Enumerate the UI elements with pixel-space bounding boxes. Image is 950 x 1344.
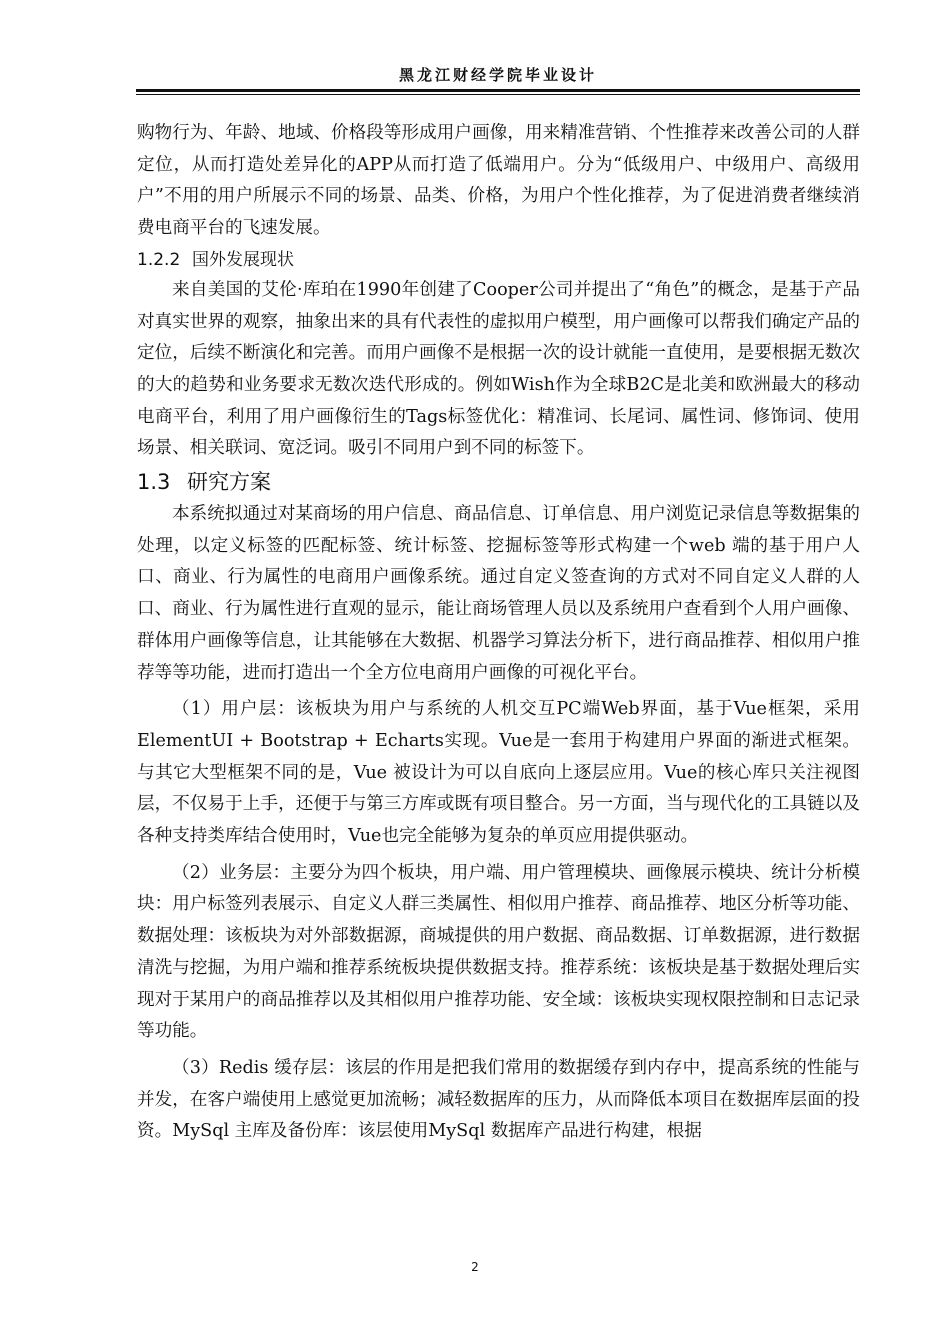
document-body — [137, 118, 860, 1148]
section-number: 1.2.2 — [137, 249, 181, 270]
paragraph-research-plan: 本系统拟通过对某商场的用户信息、商品信息、订单信息、用户浏览记录信息等数据集的处理，以定义标签的匹配标签、统计标签、挖掘标签等形式构建一个web 端的基于用户人口、商业、行为属性的电商用户画像系统。通过自定义签查询的方式对不同自定义人群的人口、商业、行为属性进行直观的显示，能让商场管理人员以及系统用户查看到个人用户画像、群体用户画像等信息，让其能够在大数据、机器学习算法分析下，进行商品推荐、相似用户推荐等等功能，进而打造出一个全方位电商用户画像的可视化平台。 — [137, 504, 860, 683]
section-heading-1-2-2 — [137, 245, 860, 275]
paragraph-continued: 购物行为、年龄、地域、价格段等形成用户画像，用来精准营销、个性推荐来改善公司的人群定位，从而打造处差异化的APP从而打造了低端用户。分为“低级用户、中级用户、高级用户”不用的用户所展示不同的场景、品类、价格，为用户个性化推荐，为了促进消费者继续消费电商平台的飞速发展。 — [137, 123, 860, 239]
paragraph-user-layer: （1）用户层：该板块为用户与系统的人机交互PC端Web界面，基于Vue框架，采用ElementUI + Bootstrap + Echarts实现。Vue是一套用于构建用户界面的渐进式框架。与其它大型框架不同的是，Vue 被设计为可以自底向上逐层应用。Vue的核心库只关注视图层，不仅易于上手，还便于与第三方库或既有项目整合。另一方面，当与现代化的工具链以及各种支持类库结合使用时，Vue也完全能够为复杂的单页应用提供驱动。 — [137, 699, 860, 847]
header-rule-thick — [136, 89, 860, 92]
section-title: 研究方案 — [187, 470, 271, 495]
paragraph-foreign-status: 来自美国的艾伦·库珀在1990年创建了Cooper公司并提出了“角色”的概念，是基于产品对真实世界的观察，抽象出来的具有代表性的虚拟用户模型，用户画像可以帮我们确定产品的定位，后续不断演化和完善。而用户画像不是根据一次的设计就能一直使用，是要根据无数次的大的趋势和业务要求无数次迭代形成的。例如Wish作为全球B2C是北美和欧洲最大的移动电商平台，利用了用户画像衍生的Tags标签优化：精准词、长尾词、属性词、修饰词、使用场景、相关联词、宽泛词。吸引不同用户到不同的标签下。 — [137, 279, 860, 459]
section-heading-1-3 — [137, 465, 860, 499]
paragraph-business-layer: （2）业务层：主要分为四个板块，用户端、用户管理模块、画像展示模块、统计分析模块：用户标签列表展示、自定义人群三类属性、相似用户推荐、商品推荐、地区分析等功能、数据处理：该板块为对外部数据源，商城提供的用户数据、商品数据、订单数据源，进行数据清洗与挖掘，为用户端和推荐系统板块提供数据支持。推荐系统：该板块是基于数据处理后实现对于某用户的商品推荐以及其相似用户推荐功能、安全域：该板块实现权限控制和日志记录等功能。 — [137, 862, 860, 1042]
page-number: 2 — [471, 1260, 479, 1274]
section-title: 国外发展现状 — [192, 249, 294, 270]
section-number: 1.3 — [137, 470, 171, 495]
page-header-title: 黑龙江财经学院毕业设计 — [398, 66, 597, 84]
paragraph-cache-layer: （3）Redis 缓存层：该层的作用是把我们常用的数据缓存到内存中，提高系统的性能与并发，在客户端使用上感觉更加流畅；减轻数据库的压力，从而降低本项目在数据库层面的投资。MySql 主库及备份库：该层使用MySql 数据库产品进行构建，根据 — [137, 1057, 860, 1142]
header-rule-thin — [136, 94, 860, 95]
